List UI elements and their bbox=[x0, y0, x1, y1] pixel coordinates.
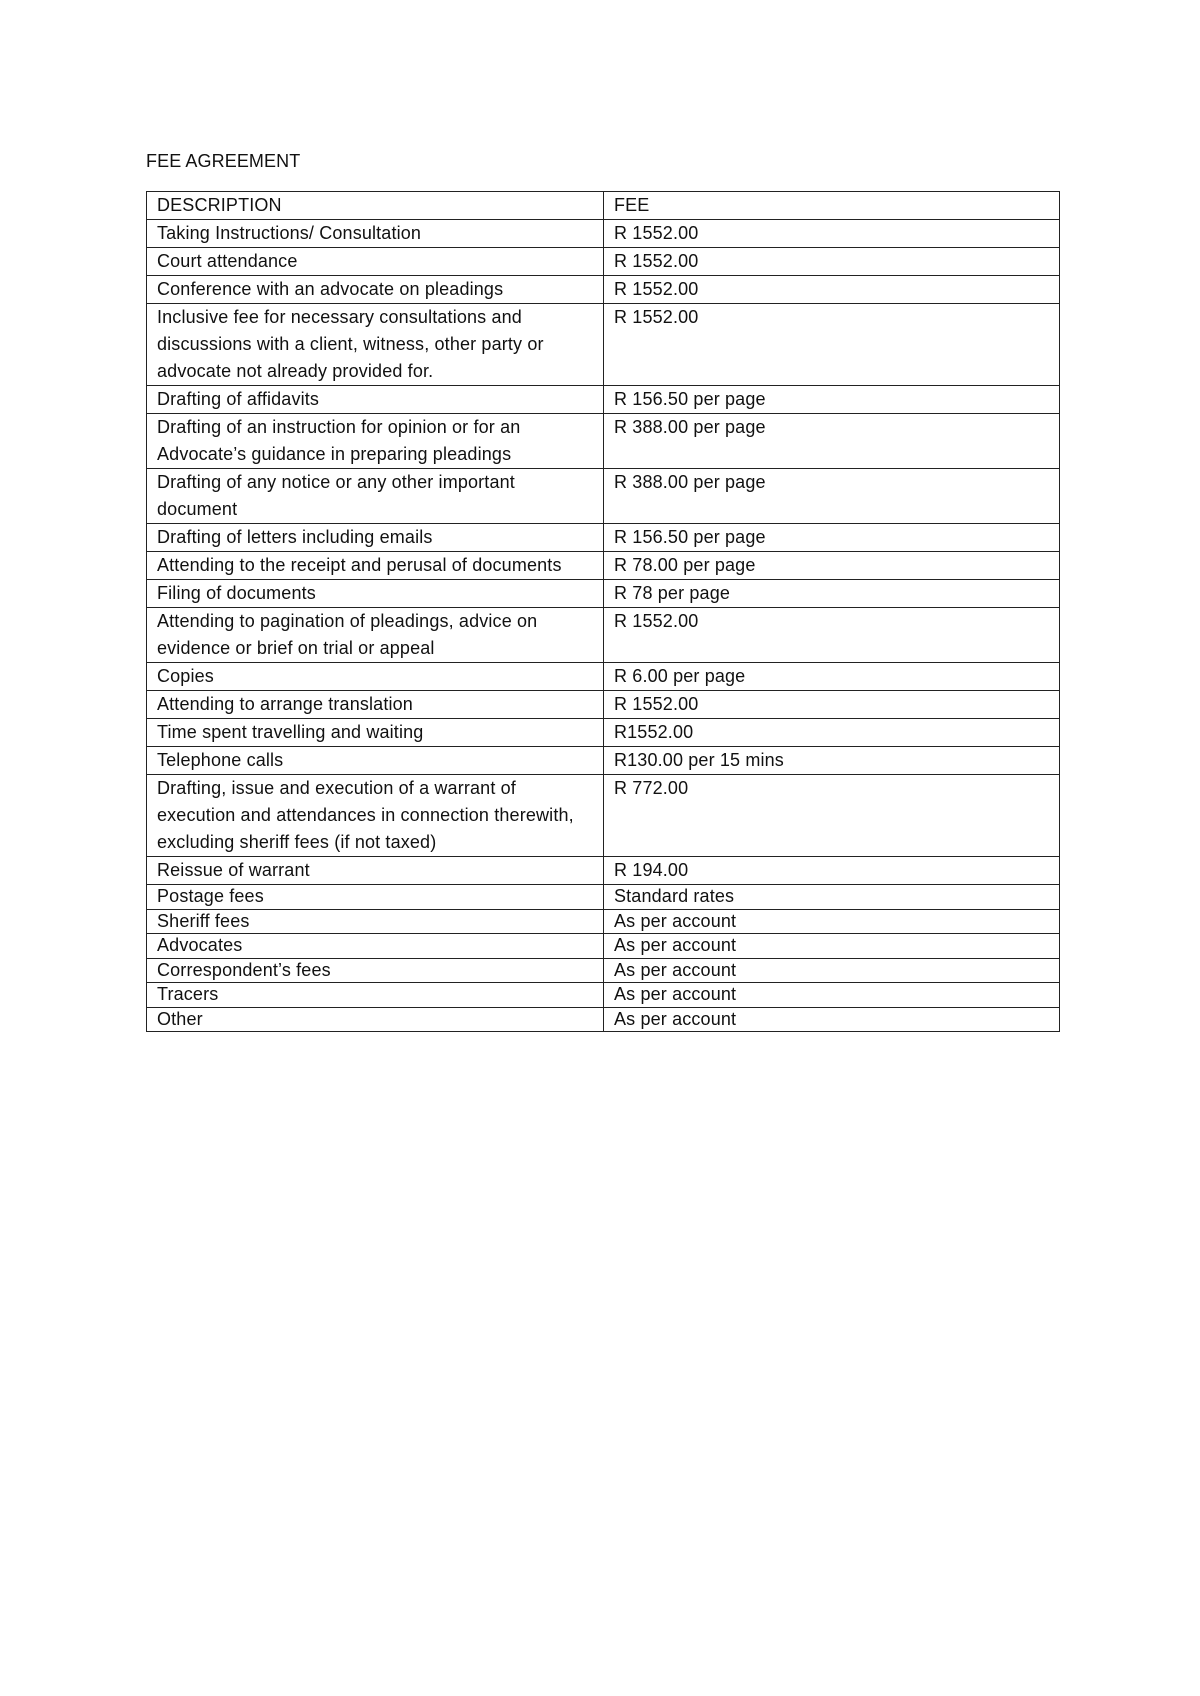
header-description: DESCRIPTION bbox=[147, 192, 604, 220]
row-description: Drafting of an instruction for opinion or for an Advocate’s guidance in preparing pleadings bbox=[147, 414, 604, 469]
table-row bbox=[147, 608, 1060, 663]
row-fee: As per account bbox=[604, 909, 1060, 934]
row-fee: R 388.00 per page bbox=[604, 469, 1060, 524]
row-description: Reissue of warrant bbox=[147, 857, 604, 885]
row-description: Telephone calls bbox=[147, 747, 604, 775]
row-fee: As per account bbox=[604, 983, 1060, 1008]
table-row bbox=[147, 469, 1060, 524]
table-row bbox=[147, 1007, 1060, 1032]
row-fee: R 1552.00 bbox=[604, 691, 1060, 719]
row-fee: As per account bbox=[604, 958, 1060, 983]
table-row bbox=[147, 580, 1060, 608]
row-description: Conference with an advocate on pleadings bbox=[147, 276, 604, 304]
table-row bbox=[147, 524, 1060, 552]
table-row bbox=[147, 909, 1060, 934]
row-description: Sheriff fees bbox=[147, 909, 604, 934]
row-fee: As per account bbox=[604, 934, 1060, 959]
table-row bbox=[147, 386, 1060, 414]
table-row bbox=[147, 885, 1060, 910]
document-title: FEE AGREEMENT bbox=[146, 151, 301, 171]
table-row bbox=[147, 304, 1060, 386]
row-description: Drafting of any notice or any other important document bbox=[147, 469, 604, 524]
row-description: Drafting of affidavits bbox=[147, 386, 604, 414]
row-description: Drafting of letters including emails bbox=[147, 524, 604, 552]
row-description: Taking Instructions/ Consultation bbox=[147, 220, 604, 248]
table-row bbox=[147, 276, 1060, 304]
row-description: Other bbox=[147, 1007, 604, 1032]
row-description: Copies bbox=[147, 663, 604, 691]
fee-table-body bbox=[147, 192, 1060, 1032]
row-description: Postage fees bbox=[147, 885, 604, 910]
row-description: Correspondent’s fees bbox=[147, 958, 604, 983]
row-description: Tracers bbox=[147, 983, 604, 1008]
row-fee: R 1552.00 bbox=[604, 608, 1060, 663]
row-fee: Standard rates bbox=[604, 885, 1060, 910]
table-row bbox=[147, 747, 1060, 775]
row-fee: R 1552.00 bbox=[604, 248, 1060, 276]
table-row bbox=[147, 958, 1060, 983]
row-fee: R 772.00 bbox=[604, 775, 1060, 857]
table-row bbox=[147, 775, 1060, 857]
table-row bbox=[147, 414, 1060, 469]
fee-table bbox=[146, 191, 1060, 1032]
row-description: Inclusive fee for necessary consultations and discussions with a client, witness, other party or advocate not already provided for. bbox=[147, 304, 604, 386]
row-description: Attending to pagination of pleadings, advice on evidence or brief on trial or appeal bbox=[147, 608, 604, 663]
row-fee: R130.00 per 15 mins bbox=[604, 747, 1060, 775]
row-fee: R 78 per page bbox=[604, 580, 1060, 608]
row-description: Drafting, issue and execution of a warrant of execution and attendances in connection therewith, excluding sheriff fees (if not taxed) bbox=[147, 775, 604, 857]
table-row bbox=[147, 934, 1060, 959]
table-row bbox=[147, 719, 1060, 747]
table-row bbox=[147, 691, 1060, 719]
row-fee: R 6.00 per page bbox=[604, 663, 1060, 691]
table-row bbox=[147, 663, 1060, 691]
table-row bbox=[147, 248, 1060, 276]
table-row bbox=[147, 983, 1060, 1008]
row-description: Filing of documents bbox=[147, 580, 604, 608]
row-description: Advocates bbox=[147, 934, 604, 959]
table-row bbox=[147, 220, 1060, 248]
row-fee: R 156.50 per page bbox=[604, 524, 1060, 552]
row-fee: R 1552.00 bbox=[604, 276, 1060, 304]
row-description: Attending to arrange translation bbox=[147, 691, 604, 719]
row-fee: R1552.00 bbox=[604, 719, 1060, 747]
row-fee: As per account bbox=[604, 1007, 1060, 1032]
row-fee: R 388.00 per page bbox=[604, 414, 1060, 469]
header-fee: FEE bbox=[604, 192, 1060, 220]
row-fee: R 1552.00 bbox=[604, 220, 1060, 248]
row-fee: R 78.00 per page bbox=[604, 552, 1060, 580]
row-description: Time spent travelling and waiting bbox=[147, 719, 604, 747]
row-fee: R 1552.00 bbox=[604, 304, 1060, 386]
row-description: Attending to the receipt and perusal of documents bbox=[147, 552, 604, 580]
row-description: Court attendance bbox=[147, 248, 604, 276]
table-row bbox=[147, 857, 1060, 885]
table-row bbox=[147, 552, 1060, 580]
row-fee: R 194.00 bbox=[604, 857, 1060, 885]
row-fee: R 156.50 per page bbox=[604, 386, 1060, 414]
table-header-row bbox=[147, 192, 1060, 220]
